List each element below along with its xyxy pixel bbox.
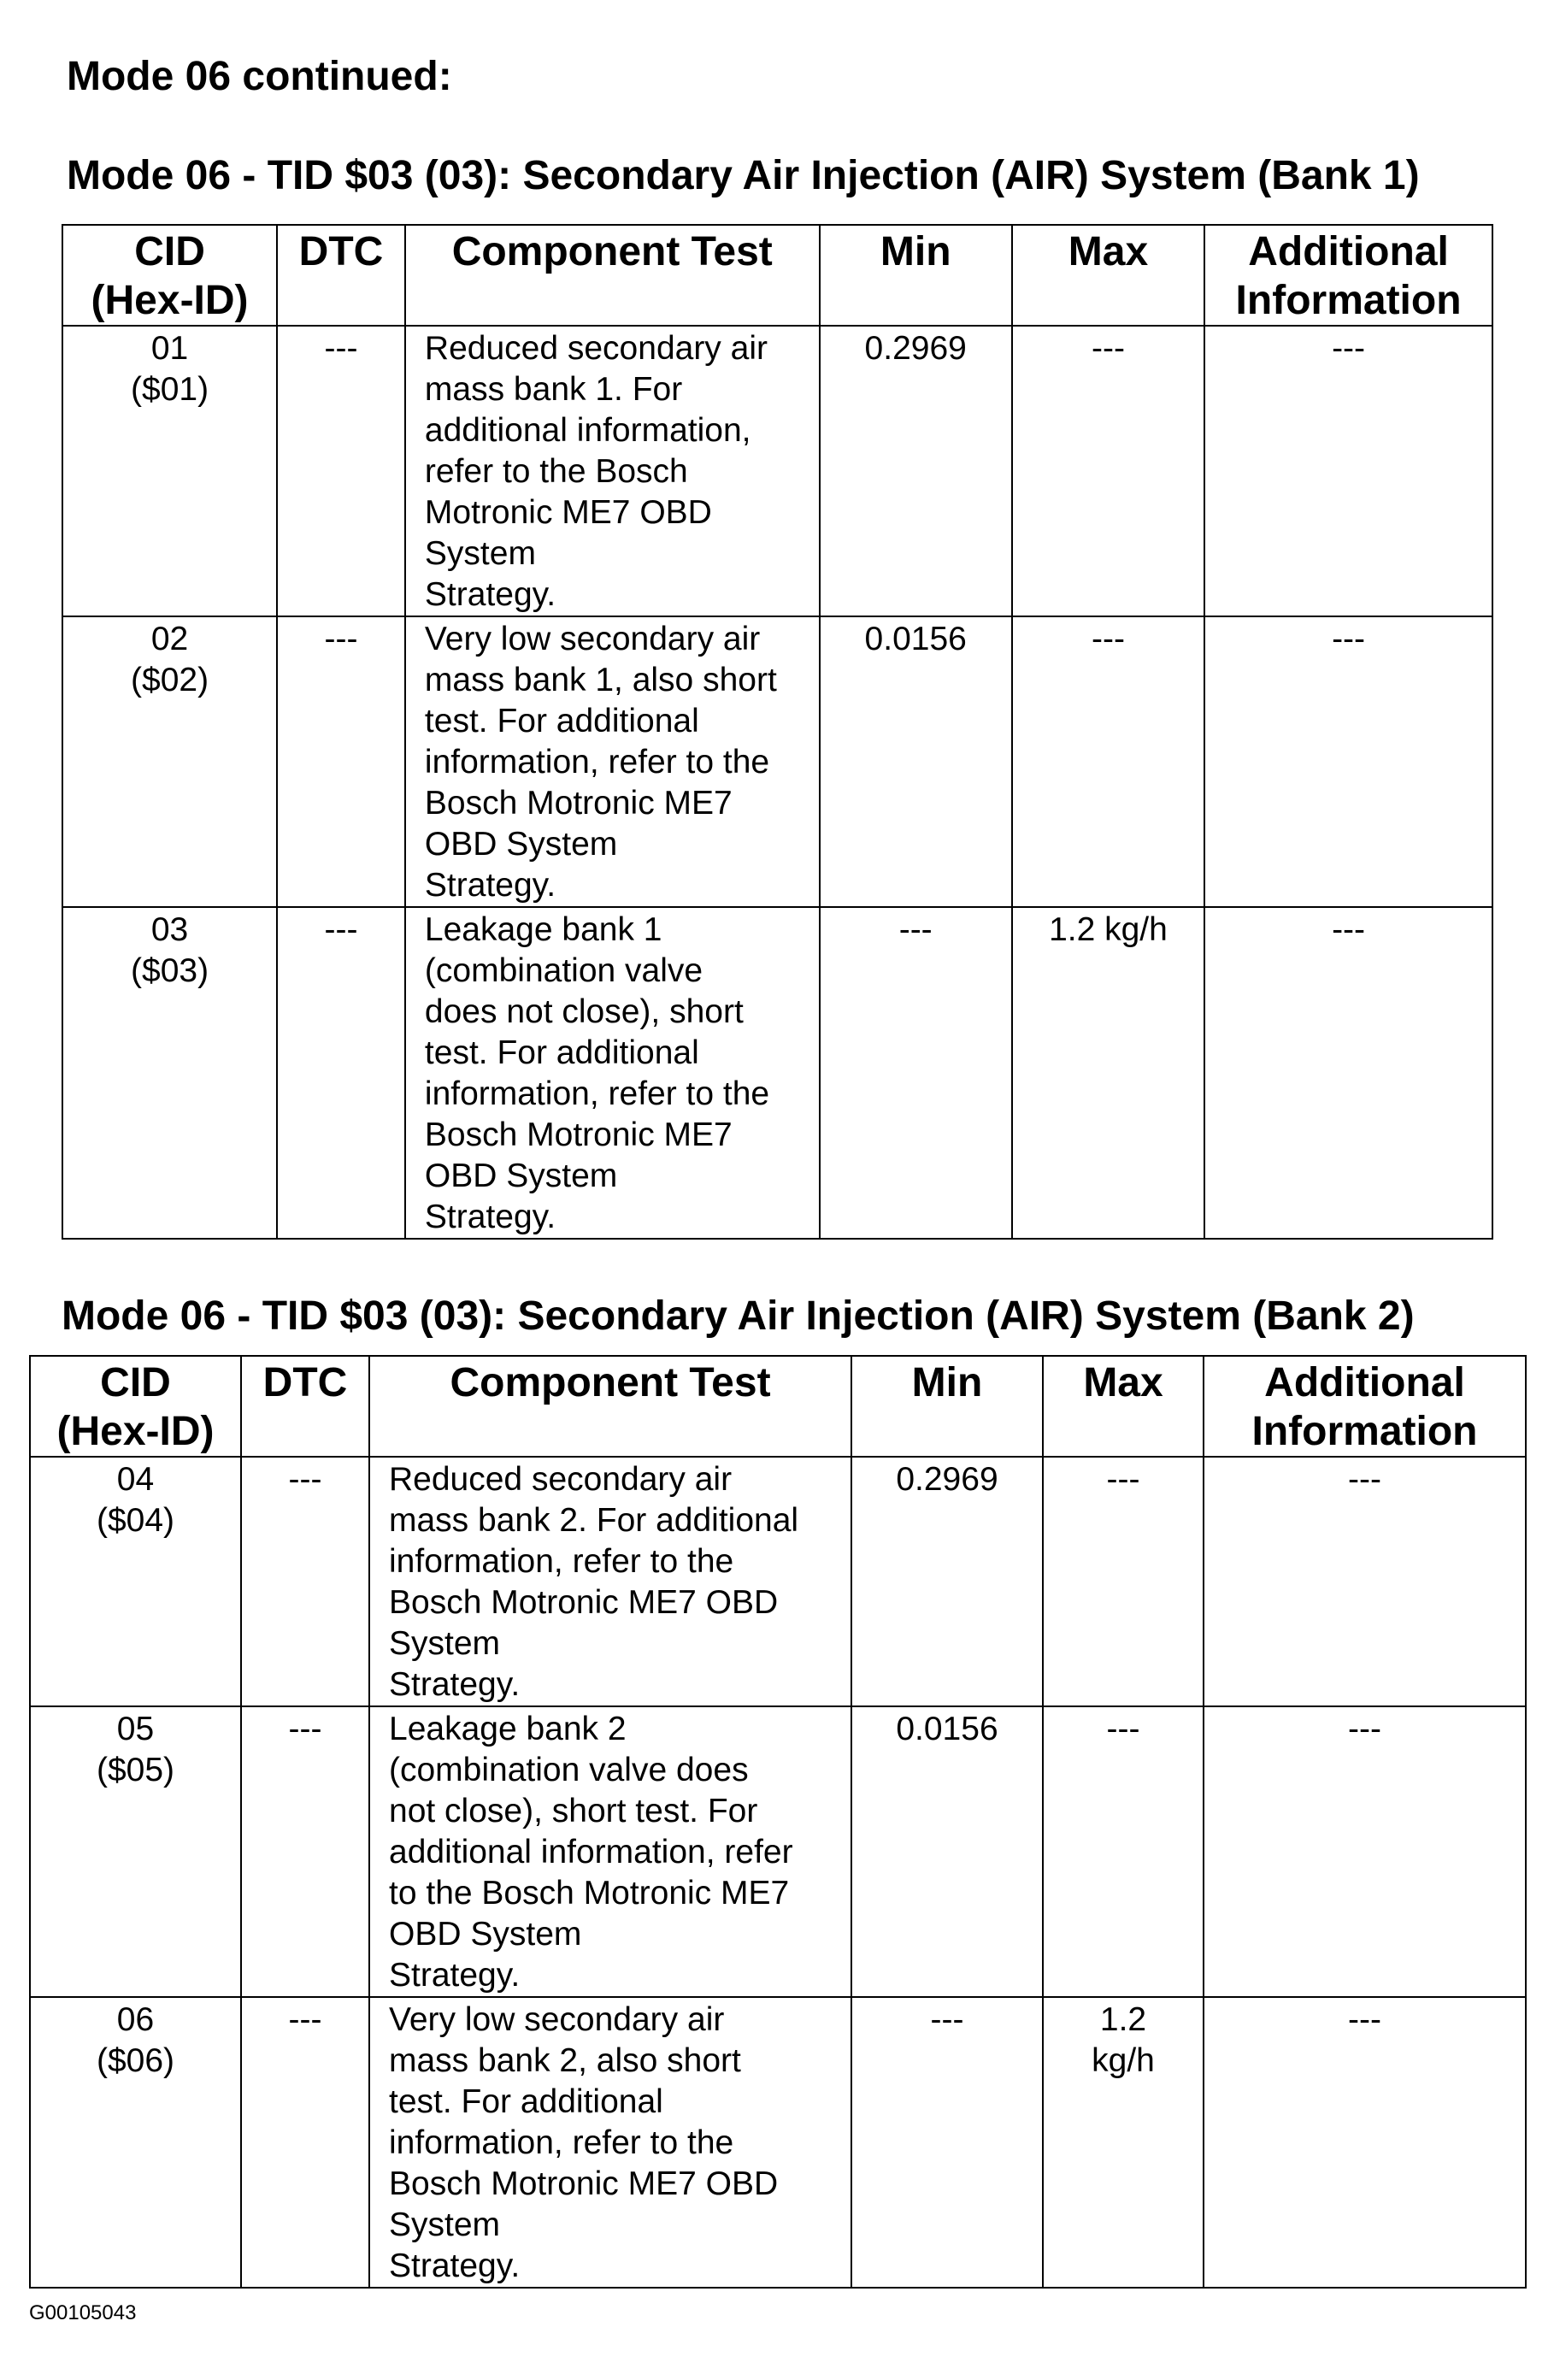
- cell-additional-information: ---: [1204, 1997, 1526, 2288]
- cell-cid: 05 ($05): [30, 1706, 241, 1997]
- table-header-row: [62, 225, 1492, 326]
- column-header-min: Min: [820, 225, 1012, 326]
- cell-min: 0.2969: [851, 1457, 1043, 1706]
- table-title-bank2: Mode 06 - TID $03 (03): Secondary Air Injection (AIR) System (Bank 2): [62, 1293, 1415, 1339]
- cell-additional-information: ---: [1204, 326, 1492, 616]
- cell-dtc: ---: [277, 907, 405, 1239]
- table-row: [62, 326, 1492, 616]
- column-header-cid: CID (Hex-ID): [30, 1356, 241, 1457]
- cell-dtc: ---: [241, 1706, 369, 1997]
- component-test-table-bank1: [62, 224, 1493, 1240]
- column-header-dtc: DTC: [277, 225, 405, 326]
- table-row: [30, 1457, 1526, 1706]
- cell-min: 0.2969: [820, 326, 1012, 616]
- cell-min: 0.0156: [851, 1706, 1043, 1997]
- cell-cid: 04 ($04): [30, 1457, 241, 1706]
- cell-max: 1.2 kg/h: [1012, 907, 1204, 1239]
- cell-dtc: ---: [277, 616, 405, 907]
- cell-min: ---: [851, 1997, 1043, 2288]
- column-header-min: Min: [851, 1356, 1043, 1457]
- column-header-max: Max: [1012, 225, 1204, 326]
- component-test-table-bank2: [29, 1355, 1527, 2289]
- cell-cid: 06 ($06): [30, 1997, 241, 2288]
- cell-component-test: Very low secondary air mass bank 2, also short test. For additional information, refer to the Bosch Motronic ME7 OBD System Strategy.: [369, 1997, 851, 2288]
- column-header-max: Max: [1043, 1356, 1204, 1457]
- column-header-dtc: DTC: [241, 1356, 369, 1457]
- column-header-additional-information: Additional Information: [1204, 225, 1492, 326]
- cell-dtc: ---: [241, 1457, 369, 1706]
- table-title-bank1: Mode 06 - TID $03 (03): Secondary Air Injection (AIR) System (Bank 1): [67, 153, 1420, 198]
- table-row: [62, 907, 1492, 1239]
- page-heading: Mode 06 continued:: [67, 54, 452, 99]
- cell-max: ---: [1043, 1457, 1204, 1706]
- cell-min: 0.0156: [820, 616, 1012, 907]
- cell-cid: 03 ($03): [62, 907, 277, 1239]
- cell-component-test: Leakage bank 1 (combination valve does not close), short test. For additional information, refer to the Bosch Motronic ME7 OBD System Strategy.: [405, 907, 820, 1239]
- table-header-row: [30, 1356, 1526, 1457]
- cell-cid: 02 ($02): [62, 616, 277, 907]
- cell-max: ---: [1012, 326, 1204, 616]
- figure-id: G00105043: [29, 2301, 137, 2324]
- cell-additional-information: ---: [1204, 907, 1492, 1239]
- column-header-cid: CID (Hex-ID): [62, 225, 277, 326]
- cell-max: ---: [1012, 616, 1204, 907]
- cell-dtc: ---: [241, 1997, 369, 2288]
- table-row: [30, 1997, 1526, 2288]
- cell-component-test: Leakage bank 2 (combination valve does not close), short test. For additional information, refer to the Bosch Motronic ME7 OBD System Strategy.: [369, 1706, 851, 1997]
- cell-component-test: Reduced secondary air mass bank 2. For additional information, refer to the Bosch Motronic ME7 OBD System Strategy.: [369, 1457, 851, 1706]
- column-header-additional-information: Additional Information: [1204, 1356, 1526, 1457]
- cell-component-test: Reduced secondary air mass bank 1. For additional information, refer to the Bosch Motronic ME7 OBD System Strategy.: [405, 326, 820, 616]
- cell-additional-information: ---: [1204, 1457, 1526, 1706]
- cell-additional-information: ---: [1204, 616, 1492, 907]
- cell-max: ---: [1043, 1706, 1204, 1997]
- cell-min: ---: [820, 907, 1012, 1239]
- cell-component-test: Very low secondary air mass bank 1, also short test. For additional information, refer to the Bosch Motronic ME7 OBD System Strategy.: [405, 616, 820, 907]
- column-header-component-test: Component Test: [405, 225, 820, 326]
- cell-dtc: ---: [277, 326, 405, 616]
- cell-cid: 01 ($01): [62, 326, 277, 616]
- cell-additional-information: ---: [1204, 1706, 1526, 1997]
- table-row: [30, 1706, 1526, 1997]
- column-header-component-test: Component Test: [369, 1356, 851, 1457]
- table-row: [62, 616, 1492, 907]
- cell-max: 1.2 kg/h: [1043, 1997, 1204, 2288]
